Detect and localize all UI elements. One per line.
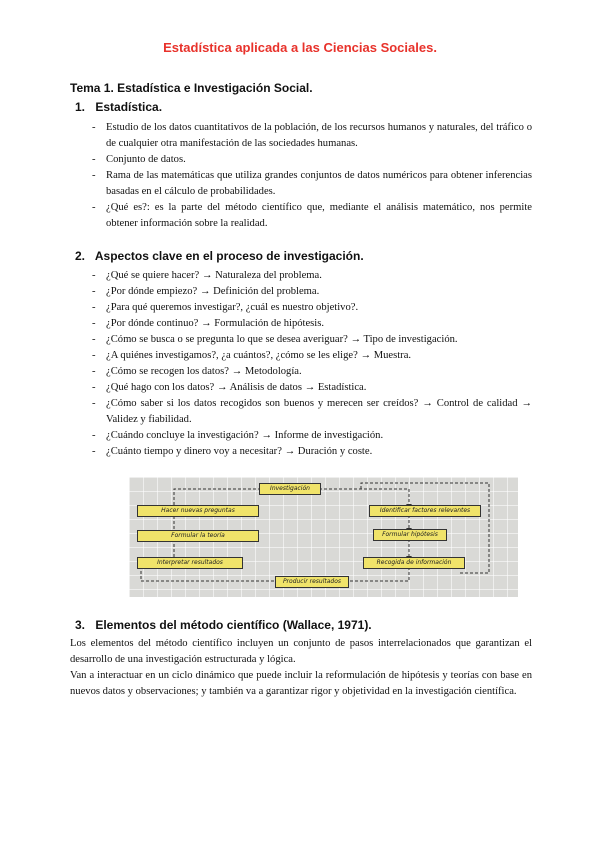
section-3-heading [75, 618, 372, 632]
section-2-number: 2. [75, 249, 86, 263]
section-2-heading [75, 249, 364, 263]
page-title: Estadística aplicada a las Ciencias Sociales. [163, 40, 437, 55]
list-item: - ¿Cuánto tiempo y dinero voy a necesitar? → Duración y coste. [92, 444, 532, 460]
list-item: - ¿Qué se quiere hacer? → Naturaleza del problema. [92, 268, 532, 284]
diagram-box: Identificar factores relevantes [369, 505, 481, 517]
section-3-paragraph-2: Van a interactuar en un ciclo dinámico que puede incluir la reformulación de hipótesis y teorías con base en nuevos datos y observaciones; y también va a garantizar rigor y objetividad en la investigación científica. [70, 670, 532, 697]
arrow [174, 489, 259, 505]
section-1-heading [75, 100, 162, 114]
list-item: - ¿Por dónde continuo? → Formulación de hipótesis. [92, 316, 532, 332]
diagram-box: Formular hipótesis [373, 529, 447, 541]
list-item: - ¿Por dónde empiezo? → Definición del problema. [92, 284, 532, 300]
section-3-title: Elementos del método científico (Wallace, 1971). [95, 618, 372, 632]
arrow [319, 489, 409, 505]
list-item: - ¿Cómo se busca o se pregunta lo que se desea averiguar? → Tipo de investigación. [92, 332, 532, 348]
section-1-list [92, 120, 532, 232]
list-item: - ¿A quiénes investigamos?, ¿a cuántos?, ¿cómo se les elige? → Muestra. [92, 348, 532, 364]
section-3-number: 3. [75, 618, 86, 632]
list-item: - Estudio de los datos cuantitativos de la población, de los recursos humanos y naturales, del tráfico o de cualquier otra manifestación de las sociedades humanas. [92, 120, 532, 152]
list-item: - ¿Qué hago con los datos? → Análisis de datos → Estadística. [92, 380, 532, 396]
topic-heading: Tema 1. Estadística e Investigación Social. [70, 81, 313, 95]
diagram-box: Producir resultados [275, 576, 349, 588]
arrow [349, 567, 409, 581]
list-item: - ¿Qué es?: es la parte del método científico que, mediante el análisis matemático, nos permite obtener información sobre la realidad. [92, 200, 532, 232]
diagram-box: Formular la teoría [137, 530, 259, 542]
list-item: - ¿Cómo saber si los datos recogidos son buenos y merecen ser creídos? → Control de calidad → Validez y fiabilidad. [92, 396, 532, 428]
diagram-box: Hacer nuevas preguntas [137, 505, 259, 517]
diagram-box: Interpretar resultados [137, 557, 243, 569]
section-3-paragraph-1: Los elementos del método científico incluyen un conjunto de pasos interrelacionados que garantizan el desarrollo de una investigación estructurada y lógica. [70, 638, 532, 665]
section-1-number: 1. [75, 100, 86, 114]
diagram-box: Investigación [259, 483, 321, 495]
research-process-diagram [129, 477, 518, 597]
list-item: - ¿Cómo se recogen los datos? → Metodología. [92, 364, 532, 380]
diagram-box: Recogida de información [363, 557, 465, 569]
section-2-list [92, 268, 532, 460]
list-item: - ¿Cuándo concluye la investigación? → Informe de investigación. [92, 428, 532, 444]
list-item: - ¿Para qué queremos investigar?, ¿cuál es nuestro objetivo?. [92, 300, 532, 316]
section-2-title: Aspectos clave en el proceso de investigación. [94, 249, 364, 263]
list-item: - Conjunto de datos. [92, 152, 532, 168]
list-item: - Rama de las matemáticas que utiliza grandes conjuntos de datos numéricos para obtener inferencias basadas en el cálculo de probabilidades. [92, 168, 532, 200]
section-1-title: Estadística. [95, 100, 163, 114]
